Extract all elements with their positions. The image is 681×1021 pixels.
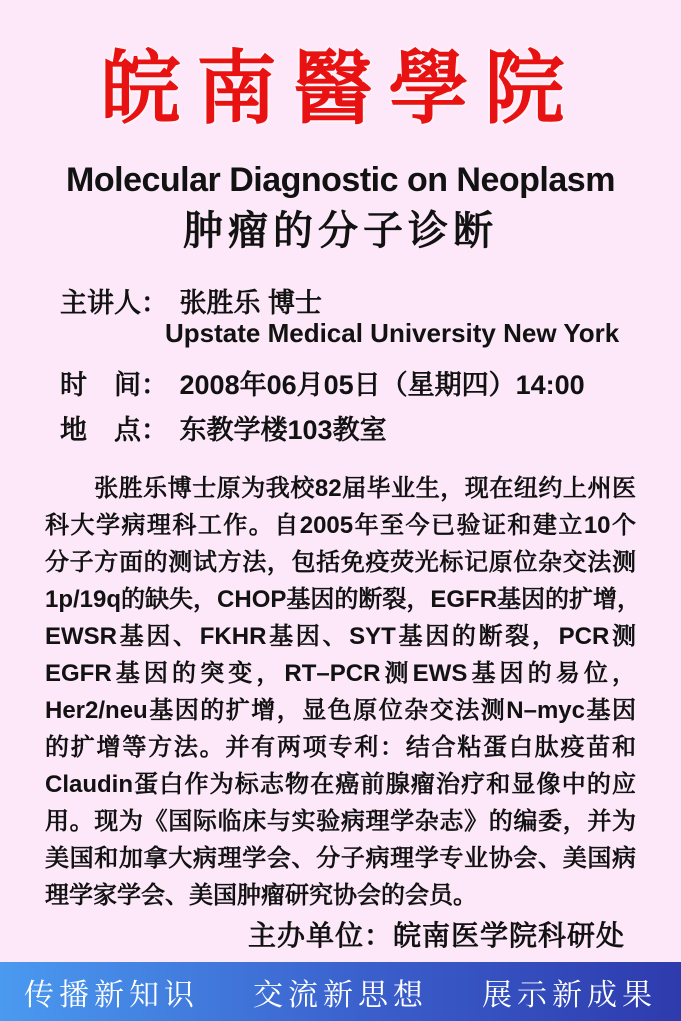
footer-slogan-banner [0,962,681,1021]
bio-line: 用。现为《国际临床与实验病理学杂志》的编委，并为 [45,808,636,835]
time-value: 2008年06月05日（星期四）14:00 [179,370,585,400]
speaker-affiliation: Upstate Medical University New York [165,318,620,348]
bio-line: 美国和加拿大病理学会、分子病理学专业协会、美国病 [45,845,636,872]
bio-line: EWSR基因、FKHR基因、SYT基因的断裂，PCR测 [45,623,636,650]
speaker-bio-paragraph [45,470,642,914]
location-line [60,408,387,447]
organizer-label: 主办单位： [247,920,393,951]
bio-line: Claudin蛋白作为标志物在癌前腺瘤治疗和显像中的应 [45,771,636,798]
organizer-line [248,914,625,954]
bio-line: 张胜乐博士原为我校82届毕业生，现在纽约上州医 [45,475,636,502]
location-label: 地 点： [60,415,168,445]
location-value: 东教学楼103教室 [179,415,387,445]
bio-line: 理学家学会、美国肿瘤研究协会的会员。 [45,882,477,909]
footer-slogan: 展示新成果 [482,978,657,1012]
bio-line: 1p/19q的缺失，CHOP基因的断裂，EGFR基因的扩增， [45,586,642,613]
speaker-name: 张胜乐 博士 [179,288,323,318]
lecture-info-block [60,281,661,446]
time-line [60,363,585,402]
organizer-value: 皖南医学院科研处 [392,920,625,951]
footer-slogan: 交流新思想 [253,978,428,1012]
footer-slogan: 传播新知识 [24,978,199,1012]
lecture-title-chinese: 肿瘤的分子诊断 [183,209,498,253]
college-name-calligraphy: 皖南醫學院 [100,41,581,135]
bio-line: Her2/neu基因的扩增，显色原位杂交法测N–myc基因 [45,697,636,724]
speaker-label: 主讲人： [60,288,168,318]
bio-line: EGFR基因的突变，RT–PCR测EWS基因的易位， [45,660,636,687]
lecture-title-english: Molecular Diagnostic on Neoplasm [66,161,615,199]
speaker-line [60,281,322,320]
bio-line: 的扩增等方法。并有两项专利：结合粘蛋白肽疫苗和 [45,734,636,761]
time-label: 时 间： [60,370,168,400]
bio-line: 科大学病理科工作。自2005年至今已验证和建立10个 [45,512,636,539]
bio-line: 分子方面的测试方法，包括免疫荧光标记原位杂交法测 [45,549,636,576]
